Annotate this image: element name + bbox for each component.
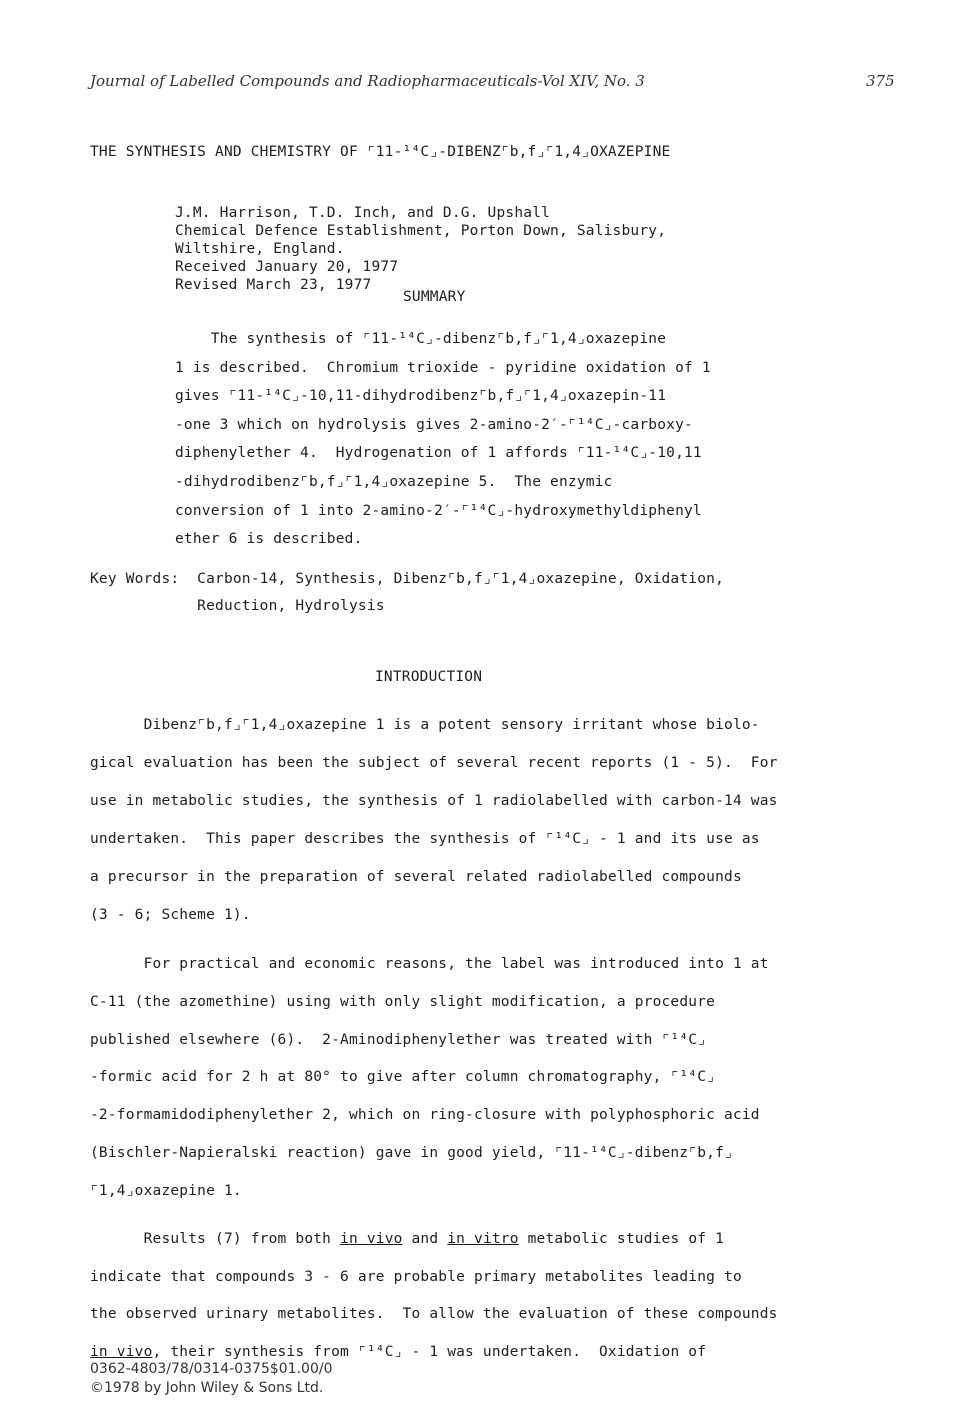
- summary-line: -one 3 which on hydrolysis gives 2-amino-2′-⌜¹⁴C⌟-carboxy-: [175, 416, 693, 433]
- body-line: For practical and economic reasons, the label was introduced into 1 at: [90, 956, 769, 972]
- article-code: 0362-4803/78/0314-0375$01.00/0: [90, 1361, 333, 1377]
- body-line: gical evaluation has been the subject of several recent reports (1 - 5). For: [90, 754, 778, 771]
- author-affiliation: Chemical Defence Establishment, Porton Down, Salisbury,: [175, 223, 667, 239]
- body-line: -formic acid for 2 h at 80° to give after column chromatography, ⌜¹⁴C⌟: [90, 1069, 716, 1086]
- body-line: a precursor in the preparation of several related radiolabelled compounds: [90, 868, 742, 885]
- page-number: 375: [866, 72, 895, 90]
- footer: [90, 1360, 332, 1398]
- key-words: [90, 566, 724, 620]
- summary-line: conversion of 1 into 2-amino-2′-⌜¹⁴C⌟-hydroxymethyldiphenyl: [175, 502, 702, 519]
- author-names: J.M. Harrison, T.D. Inch, and D.G. Upshall: [175, 205, 551, 221]
- body-line: Dibenz⌜b,f⌟⌜1,4⌟oxazepine 1 is a potent sensory irritant whose biolo-: [90, 717, 760, 733]
- body-line: [90, 1221, 778, 1259]
- underlined-term: in vivo: [90, 1344, 153, 1361]
- underlined-term: in vitro: [447, 1231, 519, 1247]
- summary-line: 1 is described. Chromium trioxide - pyridine oxidation of 1: [175, 359, 711, 376]
- body-line: use in metabolic studies, the synthesis of 1 radiolabelled with carbon-14 was: [90, 792, 778, 809]
- intro-paragraph-1: [90, 707, 778, 934]
- author-location: Wiltshire, England.: [175, 241, 345, 257]
- body-line: published elsewhere (6). 2-Aminodiphenylether was treated with ⌜¹⁴C⌟: [90, 1031, 707, 1048]
- summary-text: [175, 325, 711, 554]
- received-date: Received January 20, 1977: [175, 259, 399, 275]
- summary-line: ether 6 is described.: [175, 531, 363, 548]
- copyright: ©1978 by John Wiley & Sons Ltd.: [90, 1380, 324, 1396]
- intro-paragraph-2: [90, 946, 769, 1211]
- body-line: undertaken. This paper describes the synthesis of ⌜¹⁴C⌟ - 1 and its use as: [90, 830, 760, 847]
- body-line: (3 - 6; Scheme 1).: [90, 906, 251, 923]
- summary-line: -dihydrodibenz⌜b,f⌟⌜1,4⌟oxazepine 5. The enzymic: [175, 473, 613, 490]
- introduction-heading: INTRODUCTION: [375, 669, 483, 685]
- key-words-line: Key Words: Carbon-14, Synthesis, Dibenz⌜b,f⌟⌜1,4⌟oxazepine, Oxidation,: [90, 571, 725, 587]
- key-words-line: Reduction, Hydrolysis: [90, 598, 385, 614]
- body-line: the observed urinary metabolites. To allow the evaluation of these compounds: [90, 1306, 778, 1323]
- summary-line: diphenylether 4. Hydrogenation of 1 affords ⌜11-¹⁴C⌟-10,11: [175, 445, 702, 462]
- body-line: ⌜1,4⌟oxazepine 1.: [90, 1182, 242, 1199]
- underlined-term: in vivo: [340, 1231, 403, 1247]
- summary-heading: SUMMARY: [403, 289, 466, 305]
- body-line: -2-formamidodiphenylether 2, which on ring-closure with polyphosphoric acid: [90, 1107, 760, 1124]
- summary-line: gives ⌜11-¹⁴C⌟-10,11-dihydrodibenz⌜b,f⌟⌜1,4⌟oxazepin-11: [175, 388, 667, 405]
- text-run: and: [402, 1231, 448, 1247]
- summary-line: The synthesis of ⌜11-¹⁴C⌟-dibenz⌜b,f⌟⌜1,4⌟oxazepine: [175, 331, 667, 347]
- text-run: , their synthesis from ⌜¹⁴C⌟ - 1 was undertaken. Oxidation of: [152, 1344, 707, 1361]
- paper-title: THE SYNTHESIS AND CHEMISTRY OF ⌜11-¹⁴C⌟-DIBENZ⌜b,f⌟⌜1,4⌟OXAZEPINE: [90, 144, 671, 160]
- body-line: (Bischler-Napieralski reaction) gave in good yield, ⌜11-¹⁴C⌟-dibenz⌜b,f⌟: [90, 1144, 733, 1161]
- intro-paragraph-3: [90, 1221, 778, 1372]
- revised-date: Revised March 23, 1977: [175, 277, 372, 293]
- text-run: metabolic studies of 1: [518, 1231, 725, 1247]
- journal-header: Journal of Labelled Compounds and Radiopharmaceuticals-Vol XIV, No. 3: [90, 72, 645, 90]
- body-line: C-11 (the azomethine) using with only slight modification, a procedure: [90, 993, 716, 1010]
- text-run: Results (7) from both: [90, 1231, 341, 1247]
- body-line: indicate that compounds 3 - 6 are probable primary metabolites leading to: [90, 1268, 742, 1285]
- author-block: [175, 204, 666, 294]
